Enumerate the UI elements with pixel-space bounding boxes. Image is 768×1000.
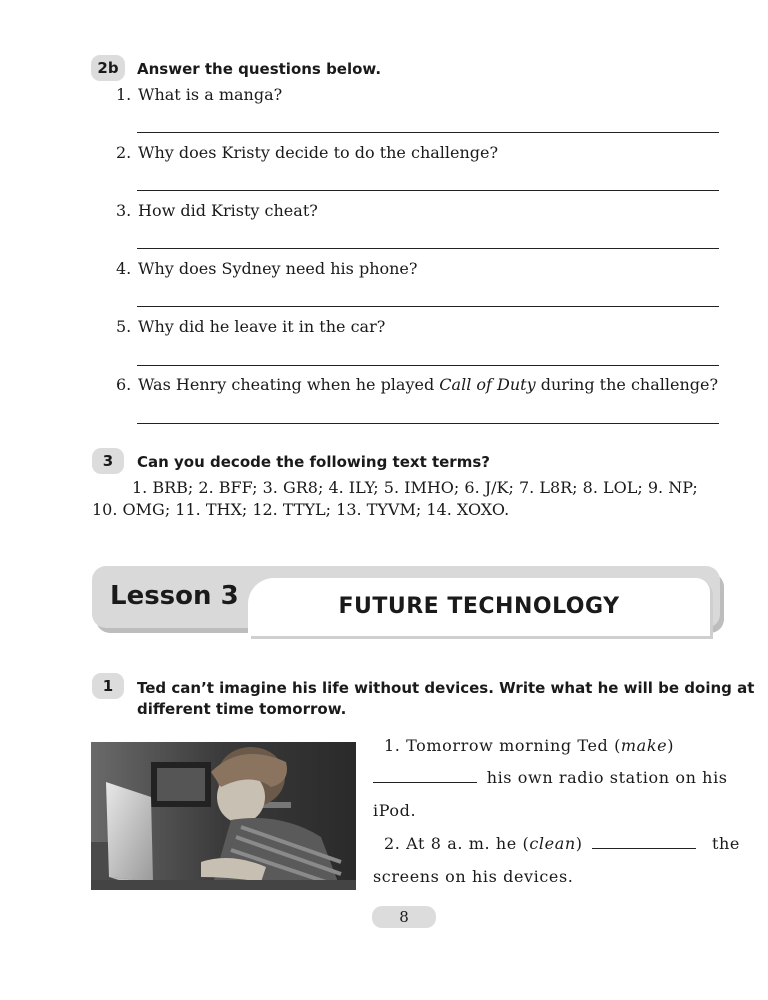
exercise-1-line-2: his own radio station on his <box>373 768 728 787</box>
answer-line-5[interactable] <box>137 365 719 366</box>
answer-line-3[interactable] <box>137 248 719 249</box>
question-4: 4. Why does Sydney need his phone? <box>116 259 418 278</box>
question-1: 1. What is a manga? <box>116 85 283 104</box>
exercise-2-line-1: 2. At 8 a. m. he (clean) the <box>384 834 740 853</box>
blank-1[interactable] <box>373 770 477 783</box>
blank-2[interactable] <box>592 836 696 849</box>
text-terms-list <box>92 477 720 521</box>
exercise-1-line-1: 1. Tomorrow morning Ted (make) <box>384 736 675 755</box>
task-3-badge: 3 <box>92 448 124 474</box>
page-number: 8 <box>372 906 436 928</box>
question-6: 6. Was Henry cheating when he played Call of Duty during the challenge? <box>116 375 719 394</box>
text-terms-line-1: 1. BRB; 2. BFF; 3. GR8; 4. ILY; 5. IMHO; 6. J/K; 7. L8R; 8. LOL; 9. NP; <box>132 478 698 497</box>
task-2b-badge: 2b <box>91 55 125 81</box>
task-2b-title: Answer the questions below. <box>137 60 382 78</box>
answer-line-2[interactable] <box>137 190 719 191</box>
lesson-label: Lesson 3 <box>110 581 239 611</box>
answer-line-6[interactable] <box>137 423 719 424</box>
task-1-title-line-2: different time tomorrow. <box>137 700 347 718</box>
task-3-title: Can you decode the following text terms? <box>137 453 490 471</box>
exercise-2-line-2: screens on his devices. <box>373 867 574 886</box>
task-1-title <box>137 678 754 720</box>
lesson-title: FUTURE TECHNOLOGY <box>338 594 620 619</box>
question-5: 5. Why did he leave it in the car? <box>116 317 386 336</box>
question-2: 2. Why does Kristy decide to do the challenge? <box>116 143 499 162</box>
task-1-title-line-1: Ted can’t imagine his life without devices. Write what he will be doing at <box>137 679 755 697</box>
text-terms-line-2: 10. OMG; 11. THX; 12. TTYL; 13. TYVM; 14. XOXO. <box>92 500 510 519</box>
task-1-badge: 1 <box>92 673 124 699</box>
boy-at-laptop-photo <box>91 742 356 890</box>
question-3: 3. How did Kristy cheat? <box>116 201 318 220</box>
answer-line-1[interactable] <box>137 132 719 133</box>
exercise-1-line-3: iPod. <box>373 801 417 820</box>
answer-line-4[interactable] <box>137 306 719 307</box>
